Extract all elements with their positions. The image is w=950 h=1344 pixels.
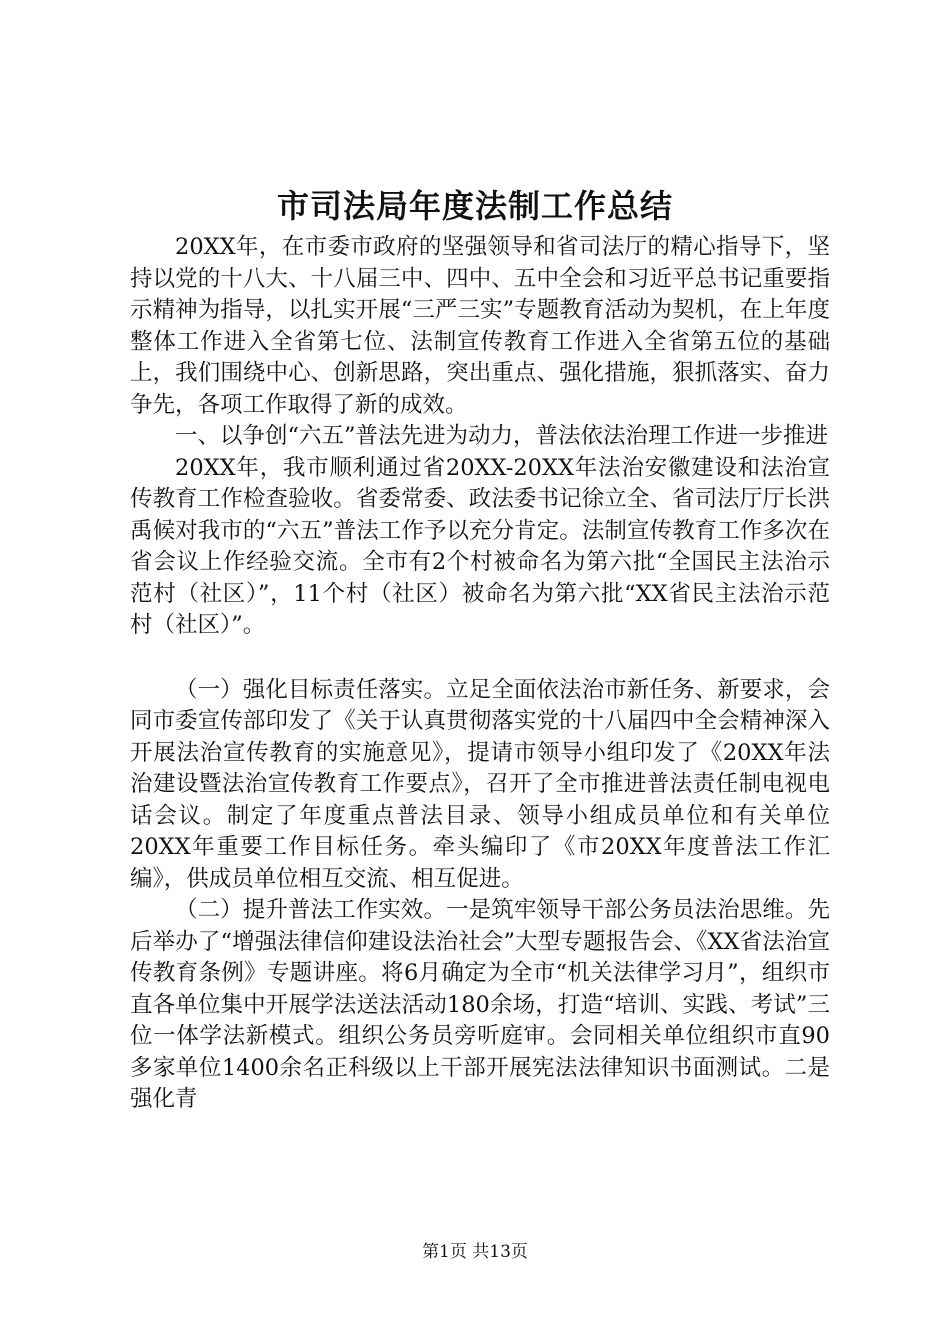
section-heading-1: 一、以争创“六五”普法先进为动力，普法依法治理工作进一步推进 <box>175 423 829 449</box>
paragraph-intro: 20XX年，在市委市政府的坚强领导和省司法厅的精心指导下，坚持以党的十八大、十八届三中、四中、五中全会和习近平总书记重要指示精神为指导，以扎实开展“三严三实”专题教育活动为契机，在上年度整体工作进入全省第七位、法制宣传教育工作进入全省第五位的基础上，我们围绕中心、创新思路，突出重点、强化措施，狠抓落实、奋力争先，各项工作取得了新的成效。 <box>130 234 830 418</box>
paragraph-section-1: 20XX年，我市顺利通过省20XX-20XX年法治安徽建设和法治宣传教育工作检查验收。省委常委、政法委书记徐立全、省司法厅厅长洪禹候对我市的“六五”普法工作予以充分肯定。法制宣传教育工作多次在省会议上作经验交流。全市有2个村被命名为第六批“全国民主法治示范村（社区）”，11个村（社区）被命名为第六批“XX省民主法治示范村（社区）”。 <box>130 454 830 638</box>
paragraph-subsection-1: （一）强化目标责任落实。立足全面依法治市新任务、新要求，会同市委宣传部印发了《关于认真贯彻落实党的十八届四中全会精神深入开展法治宣传教育的实施意见》，提请市领导小组印发了《20XX年法治建设暨法治宣传教育工作要点》，召开了全市推进普法责任制电视电话会议。制定了年度重点普法目录、领导小组成员单位和有关单位20XX年重要工作目标任务。牵头编印了《市20XX年度普法工作汇编》，供成员单位相互交流、相互促进。 <box>130 676 830 892</box>
document-title: 市司法局年度法制工作总结 <box>276 187 673 225</box>
page-footer: 第1页 共13页 <box>422 1242 528 1262</box>
document-body <box>130 232 830 1116</box>
paragraph-subsection-2: （二）提升普法工作实效。一是筑牢领导干部公务员法治思维。先后举办了“增强法律信仰建设法治社会”大型专题报告会、《XX省法治宣传教育条例》专题讲座。将6月确定为全市“机关法律学习月”，组织市直各单位集中开展学法送法活动180余场，打造“培训、实践、考试”三位一体学法新模式。组织公务员旁听庭审。会同相关单位组织市直90多家单位1400余名正科级以上干部开展宪法法律知识书面测试。二是强化青 <box>130 897 830 1112</box>
